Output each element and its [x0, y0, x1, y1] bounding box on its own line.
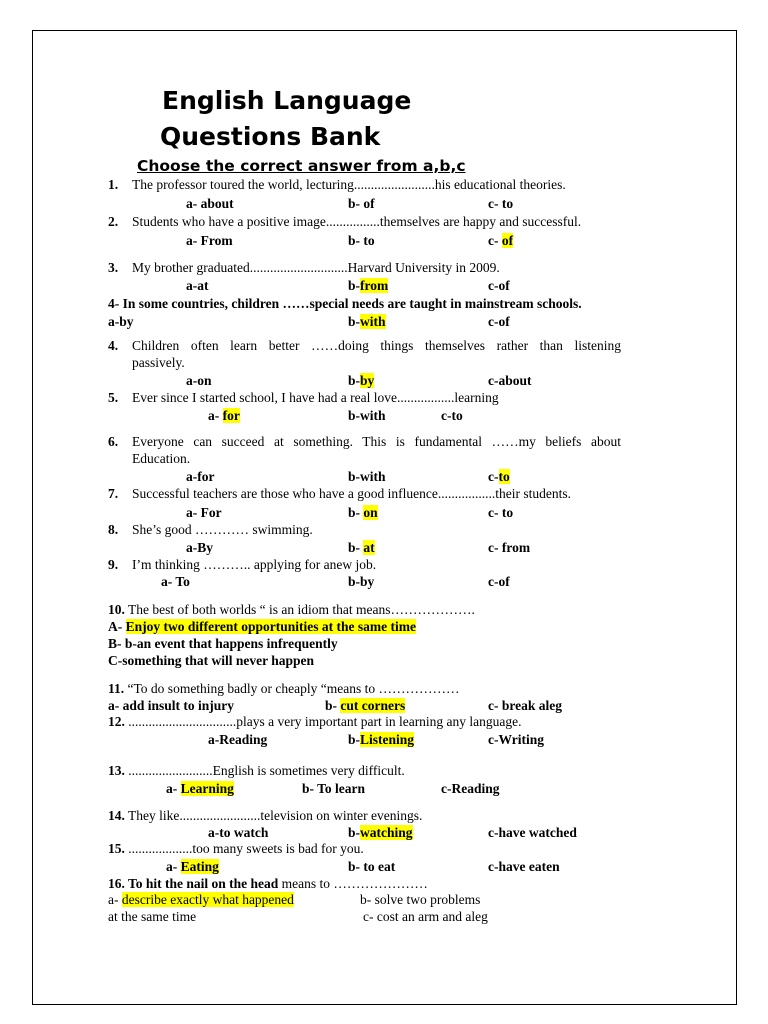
- option-b: b-with: [348, 469, 386, 484]
- option-b: b-Listening: [348, 732, 415, 747]
- option-c: c-Writing: [488, 732, 544, 747]
- option-b: b-by: [348, 574, 375, 589]
- question-text-cont: Education.: [132, 451, 191, 466]
- option-b: b- cut corners: [325, 698, 406, 713]
- option-a: a- describe exactly what happened: [108, 892, 294, 907]
- answer-highlight: to: [498, 469, 510, 484]
- answer-highlight: from: [360, 278, 389, 293]
- option-b: b-watching: [348, 825, 413, 840]
- question-text: 12. ................................plays a very important part in learning any language.: [108, 714, 522, 729]
- question-number: 4.: [108, 338, 119, 353]
- option-c: c- of: [488, 233, 514, 248]
- answer-highlight: describe exactly what happened: [121, 892, 294, 907]
- question-number: 9.: [108, 557, 119, 572]
- option-a: a- To: [161, 574, 190, 589]
- question-text: 13. .........................English is sometimes very difficult.: [108, 763, 405, 778]
- option-a: A- Enjoy two different opportunities at the same time: [108, 619, 416, 634]
- option-c: c-Reading: [441, 781, 500, 796]
- option-c: c-of: [488, 314, 510, 329]
- answer-highlight: Eating: [180, 859, 219, 874]
- question-text: 15. ...................too many sweets is bad for you.: [108, 841, 364, 856]
- option-b: b- at: [348, 540, 375, 555]
- question-text: Ever since I started school, I have had a real love.................learning: [132, 390, 499, 405]
- answer-highlight: Listening: [360, 732, 415, 747]
- option-c: c- to: [488, 505, 514, 520]
- question-text: 14. They like........................television on winter evenings.: [108, 808, 423, 823]
- question-text: Students who have a positive image................themselves are happy and successful.: [132, 214, 582, 229]
- option-a: a- From: [186, 233, 233, 248]
- question-text: She’s good ………… swimming.: [132, 522, 313, 537]
- answer-highlight: by: [360, 373, 375, 388]
- option-c: c-about: [488, 373, 532, 388]
- option-b: b- solve two problems: [360, 892, 481, 907]
- option-a: a-by: [108, 314, 134, 329]
- answer-highlight: at: [363, 540, 375, 555]
- option-b: b-by: [348, 373, 375, 388]
- option-a: a- Learning: [166, 781, 234, 796]
- option-b: b- of: [348, 196, 375, 211]
- option-b: B- b-an event that happens infrequently: [108, 636, 338, 651]
- answer-highlight: watching: [360, 825, 413, 840]
- option-b: b-with: [348, 408, 386, 423]
- answer-highlight: Enjoy two different opportunities at the same time: [125, 619, 416, 634]
- question-number: 1.: [108, 177, 119, 192]
- option-c: c-have watched: [488, 825, 577, 840]
- answer-highlight: cut corners: [340, 698, 406, 713]
- question-text: I’m thinking ……….. applying for anew job.: [132, 557, 377, 572]
- answer-highlight: Learning: [180, 781, 234, 796]
- option-c: c-of: [488, 278, 510, 293]
- option-b: b- to eat: [348, 859, 396, 874]
- option-b: b- to: [348, 233, 375, 248]
- instruction: Choose the correct answer from a,b,c: [137, 157, 466, 175]
- option-c: c-to: [441, 408, 463, 423]
- question-number: 5.: [108, 390, 119, 405]
- question-number: 3.: [108, 260, 119, 275]
- option-a: a- add insult to injury: [108, 698, 235, 713]
- option-a: a- for: [208, 408, 240, 423]
- option-b: b-with: [348, 314, 386, 329]
- option-a: a-on: [186, 373, 212, 388]
- question-text: Successful teachers are those who have a good influence.................their students.: [132, 486, 571, 501]
- question-number: 7.: [108, 486, 119, 501]
- option-c: c- from: [488, 540, 531, 555]
- question-text: Children often learn better ……doing things themselves rather than listening: [132, 338, 621, 353]
- question-text: Everyone can succeed at something. This is fundamental ……my beliefs about: [132, 434, 621, 449]
- option-b: b-from: [348, 278, 389, 293]
- option-a: a-to watch: [208, 825, 269, 840]
- option-a: a-for: [186, 469, 215, 484]
- option-c: c- break aleg: [488, 698, 562, 713]
- answer-highlight: with: [360, 314, 386, 329]
- question-text: My brother graduated.............................Harvard University in 2009.: [132, 260, 500, 275]
- question-text: 4- In some countries, children ……special needs are taught in mainstream schools.: [108, 296, 582, 311]
- question-number: 8.: [108, 522, 119, 537]
- question-text: The professor toured the world, lecturing........................his educational theories.: [132, 177, 566, 192]
- option-c: c-of: [488, 574, 510, 589]
- option-a: a- about: [186, 196, 234, 211]
- question-text: 16. To hit the nail on the head means to …………………: [108, 876, 428, 891]
- option-b: b- on: [348, 505, 378, 520]
- page-title-line2: Questions Bank: [160, 122, 381, 151]
- question-text: 11. “To do something badly or cheaply “means to ………………: [108, 681, 460, 696]
- question-text-cont: passively.: [132, 355, 185, 370]
- option-c: c- to: [488, 196, 514, 211]
- question-number: 6.: [108, 434, 119, 449]
- option-c: c-have eaten: [488, 859, 560, 874]
- option-c: c-to: [488, 469, 510, 484]
- option-a-cont: at the same time: [108, 909, 197, 924]
- question-number: 2.: [108, 214, 119, 229]
- answer-highlight: on: [363, 505, 378, 520]
- option-c: c- cost an arm and aleg: [363, 909, 488, 924]
- option-a: a-By: [186, 540, 213, 555]
- option-a: a- Eating: [166, 859, 219, 874]
- option-b: b- To learn: [302, 781, 366, 796]
- question-text: 10. The best of both worlds “ is an idiom that means……………….: [108, 602, 475, 617]
- option-a: a-Reading: [208, 732, 268, 747]
- option-a: a-at: [186, 278, 209, 293]
- answer-highlight: of: [501, 233, 514, 248]
- answer-highlight: for: [222, 408, 240, 423]
- page-title: English Language: [162, 86, 412, 115]
- option-c: C-something that will never happen: [108, 653, 315, 668]
- option-a: a- For: [186, 505, 222, 520]
